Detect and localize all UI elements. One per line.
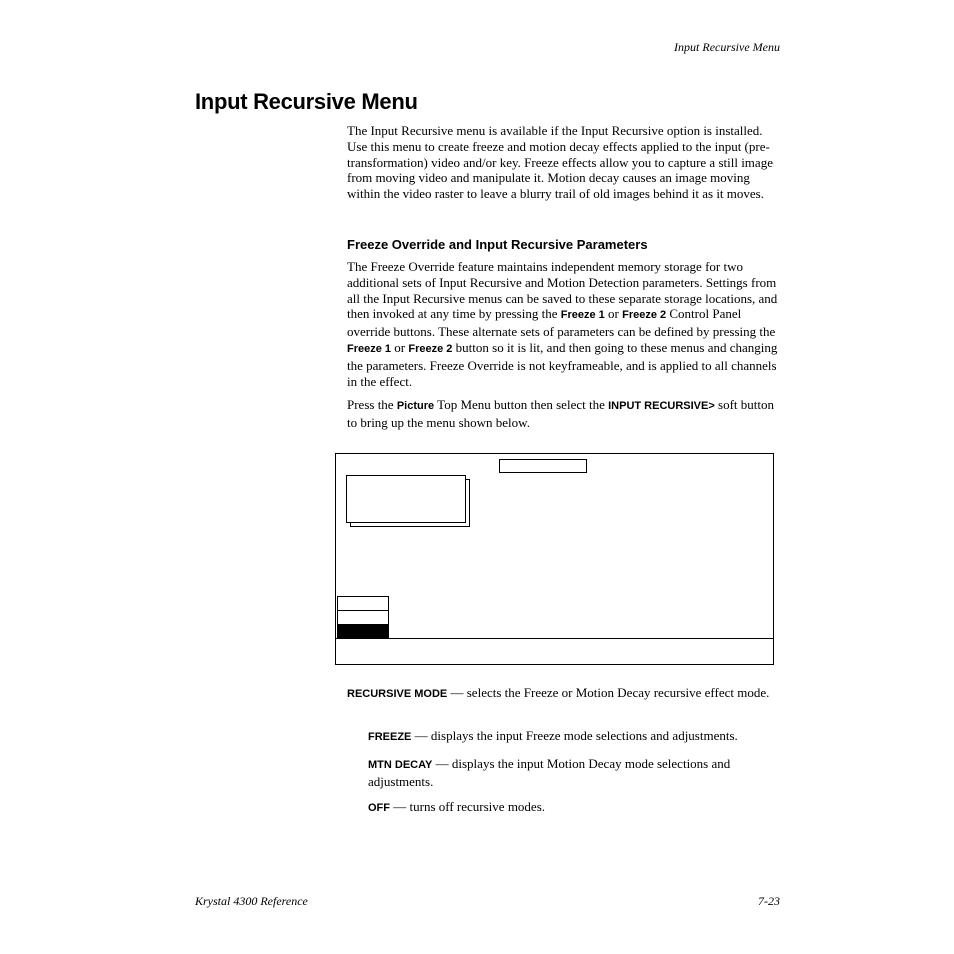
- text-run: or: [391, 339, 409, 355]
- intro-text: The Input Recursive menu is available if the Input Recursive option is installed. Use this menu to create freeze and motion decay effects applied to the input (pre-transformation) video and/or key. Freeze effects allow you to capture a still image from moving video and manipulate it. Motion decay causes an image moving within the video raster to leave a blurry trail of old images behind it as it moves.: [347, 123, 773, 202]
- text-run: soft button to bring up the menu shown below.: [347, 397, 775, 430]
- term-off: OFF: [368, 802, 390, 814]
- button-ref-freeze-2: Freeze 2: [408, 342, 453, 355]
- option-mtn-decay: [368, 756, 779, 790]
- menu-divider: [336, 638, 773, 639]
- section-heading: Freeze Override and Input Recursive Parameters: [347, 237, 648, 252]
- intro-paragraph: [347, 123, 779, 202]
- text-run: Top Menu button then select the: [434, 397, 609, 412]
- softkey-option[interactable]: [337, 596, 389, 610]
- press-text: [347, 397, 779, 431]
- text-run: Press the: [347, 397, 397, 412]
- freeze-override-paragraph: [347, 259, 779, 389]
- button-ref-freeze-1: Freeze 1: [560, 309, 605, 322]
- button-ref-freeze-2: Freeze 2: [622, 309, 667, 322]
- page-title: Input Recursive Menu: [195, 89, 418, 114]
- recursive-mode-entry: [347, 685, 779, 703]
- term-description: — turns off recursive modes.: [390, 799, 546, 814]
- term-freeze: FREEZE: [368, 731, 412, 743]
- recursive-mode-text: [347, 685, 779, 703]
- option-freeze: [368, 728, 779, 746]
- text-run: Control Panel override buttons. These alternate sets of parameters can be defined by pressing the: [347, 306, 776, 340]
- option-text: [368, 756, 779, 790]
- text-run: or: [604, 306, 623, 322]
- softkey-option-selected[interactable]: [337, 624, 389, 639]
- running-head: Input Recursive Menu: [674, 40, 780, 54]
- softkey-stack: [337, 596, 389, 639]
- menu-title-box: [499, 459, 587, 473]
- term-description: — displays the input Motion Decay mode selections and adjustments.: [368, 756, 731, 789]
- menu-panel: [346, 475, 466, 523]
- softkey-option[interactable]: [337, 610, 389, 624]
- text-run: The Freeze Override feature maintains independent memory storage for two additional sets of Input Recursive and Motion Detection parameters. Settings from all the Input Recursive menus can be saved to these separate storage locations, and then invoked at any time by pressing the: [347, 259, 778, 322]
- text-run: button so it is lit, and then going to these menus and changing the parameters. Freeze Override is not keyframeable, and is applied to all channels in the effect.: [347, 339, 778, 389]
- button-ref-input-recursive: INPUT RECURSIVE>: [608, 400, 715, 412]
- press-paragraph: [347, 397, 779, 431]
- menu-diagram: [335, 453, 774, 665]
- footer-title: Krystal 4300 Reference: [195, 894, 308, 908]
- page-number: 7-23: [758, 894, 780, 908]
- button-ref-freeze-1: Freeze 1: [347, 342, 392, 355]
- option-text: [368, 728, 779, 746]
- option-text: [368, 799, 779, 817]
- term-description: — displays the input Freeze mode selections and adjustments.: [411, 728, 738, 743]
- freeze-override-text: [347, 259, 779, 389]
- term-description: — selects the Freeze or Motion Decay recursive effect mode.: [447, 685, 770, 700]
- button-ref-picture: Picture: [396, 400, 435, 412]
- option-off: [368, 799, 779, 817]
- term-recursive-mode: RECURSIVE MODE: [347, 688, 448, 700]
- term-mtn-decay: MTN DECAY: [368, 759, 433, 771]
